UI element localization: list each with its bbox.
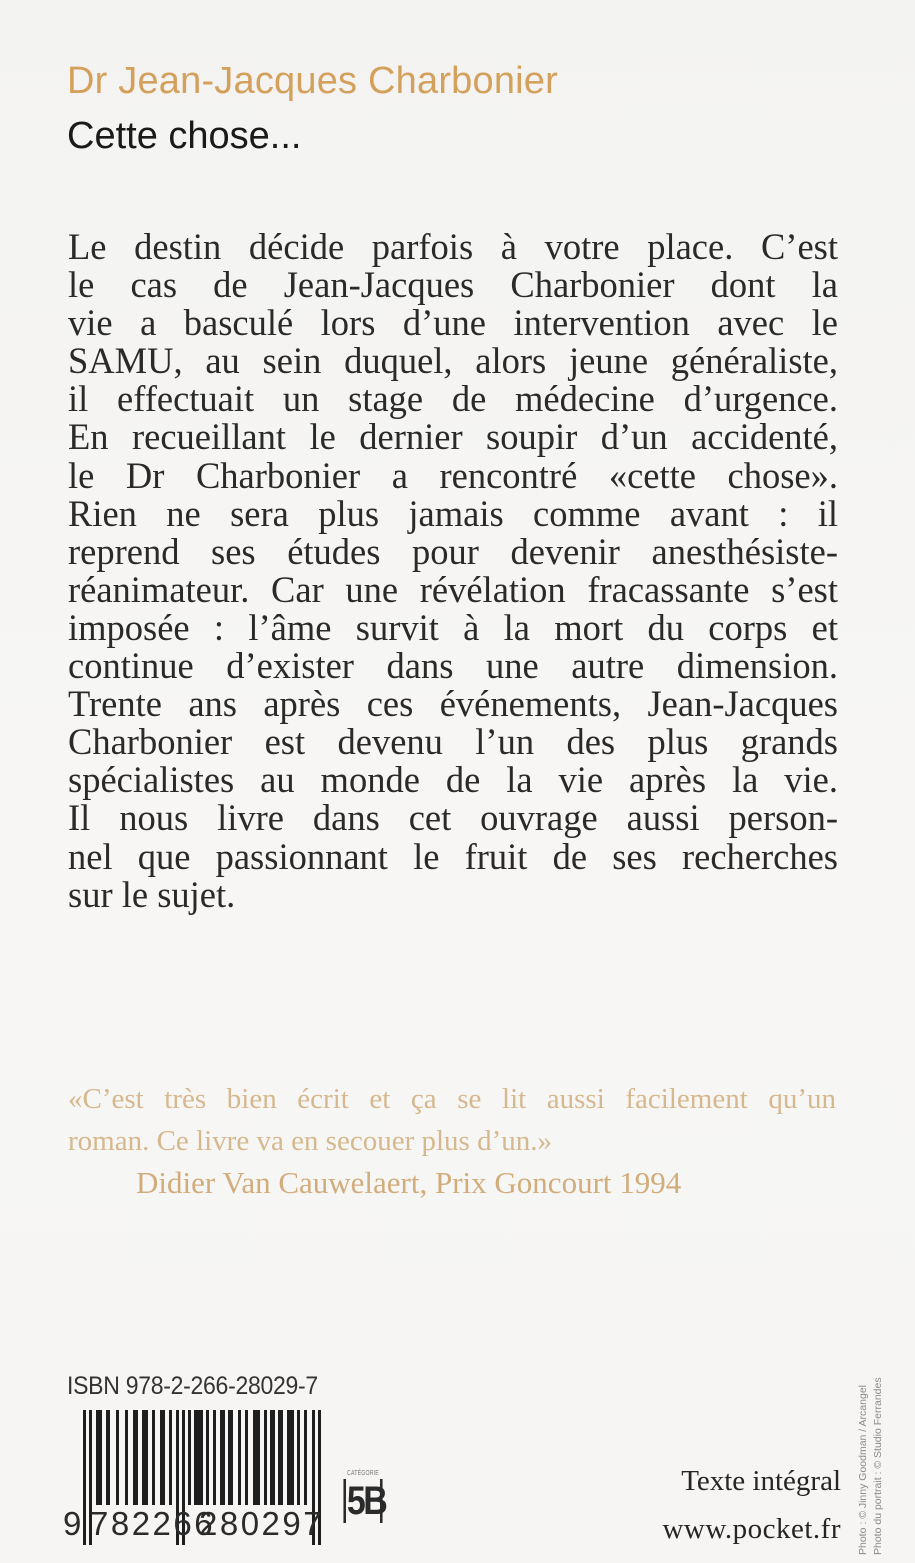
category-label: CATÉGORIE [347,1470,379,1477]
blurb-line: le cas de Jean-Jacques Charbonier dont la [68,264,838,306]
category-code: 5B [343,1479,382,1523]
price-category-badge [340,1470,386,1523]
blurb-text [68,228,848,914]
author-name: Dr Jean-Jacques Charbonier [67,60,558,102]
photo-credits [856,1377,886,1555]
blurb-line: Il nous livre dans cet ouvrage aussi person- [68,797,838,839]
blurb-line: spécialistes au monde de la vie après la vie. [68,759,838,801]
blurb-line: il effectuait un stage de médecine d’urgence. [68,378,838,420]
photo-credit-line: Photo : © Jinny Goodman / Arcangel [857,1385,869,1555]
barcode-digit-first: 9 [63,1505,82,1542]
blurb-line: continue d’exister dans une autre dimension. [68,645,838,687]
barcode-digits-left: 782266 [90,1505,216,1542]
book-title: Cette chose... [67,115,302,157]
blurb-line: SAMU, au sein duquel, alors jeune généraliste, [68,340,838,382]
photo-credit-line: Photo du portrait : © Studio Ferrandes [872,1377,884,1555]
blurb-line: vie a basculé lors d’une intervention avec le [68,302,838,344]
quote-attribution: Didier Van Cauwelaert, Prix Goncourt 1994 [136,1165,682,1200]
blurb-line: nel que passionnant le fruit de ses recherches [68,835,838,877]
blurb-line: Charbonier est devenu l’un des plus grands [68,721,838,763]
blurb-line: sur le sujet. [68,873,236,915]
blurb-line: Le destin décide parfois à votre place. C’est [68,226,838,267]
publisher-website: www.pocket.fr [662,1513,841,1545]
blurb-line: En recueillant le dernier soupir d’un accidenté, [68,416,838,458]
blurb-line: réanimateur. Car une révélation fracassante s’est [68,568,838,610]
press-quote [68,1078,848,1204]
barcode-digits-right: 280297 [199,1505,325,1542]
edition-note: Texte intégral [681,1465,841,1497]
blurb-line: Trente ans après ces événements, Jean-Jacques [68,683,838,725]
blurb-line: imposée : l’âme survit à la mort du corps et [68,606,838,648]
quote-line: «C’est très bien écrit et ça se lit aussi facilement qu’un [68,1083,836,1115]
isbn-label: ISBN 978-2-266-28029-7 [67,1372,318,1400]
blurb-line: le Dr Charbonier a rencontré «cette chose». [68,454,838,496]
blurb-line: Rien ne sera plus jamais comme avant : il [68,492,838,534]
blurb-line: reprend ses études pour devenir anesthésiste- [68,530,838,572]
quote-line: roman. Ce livre va en secouer plus d’un.» [68,1125,552,1157]
